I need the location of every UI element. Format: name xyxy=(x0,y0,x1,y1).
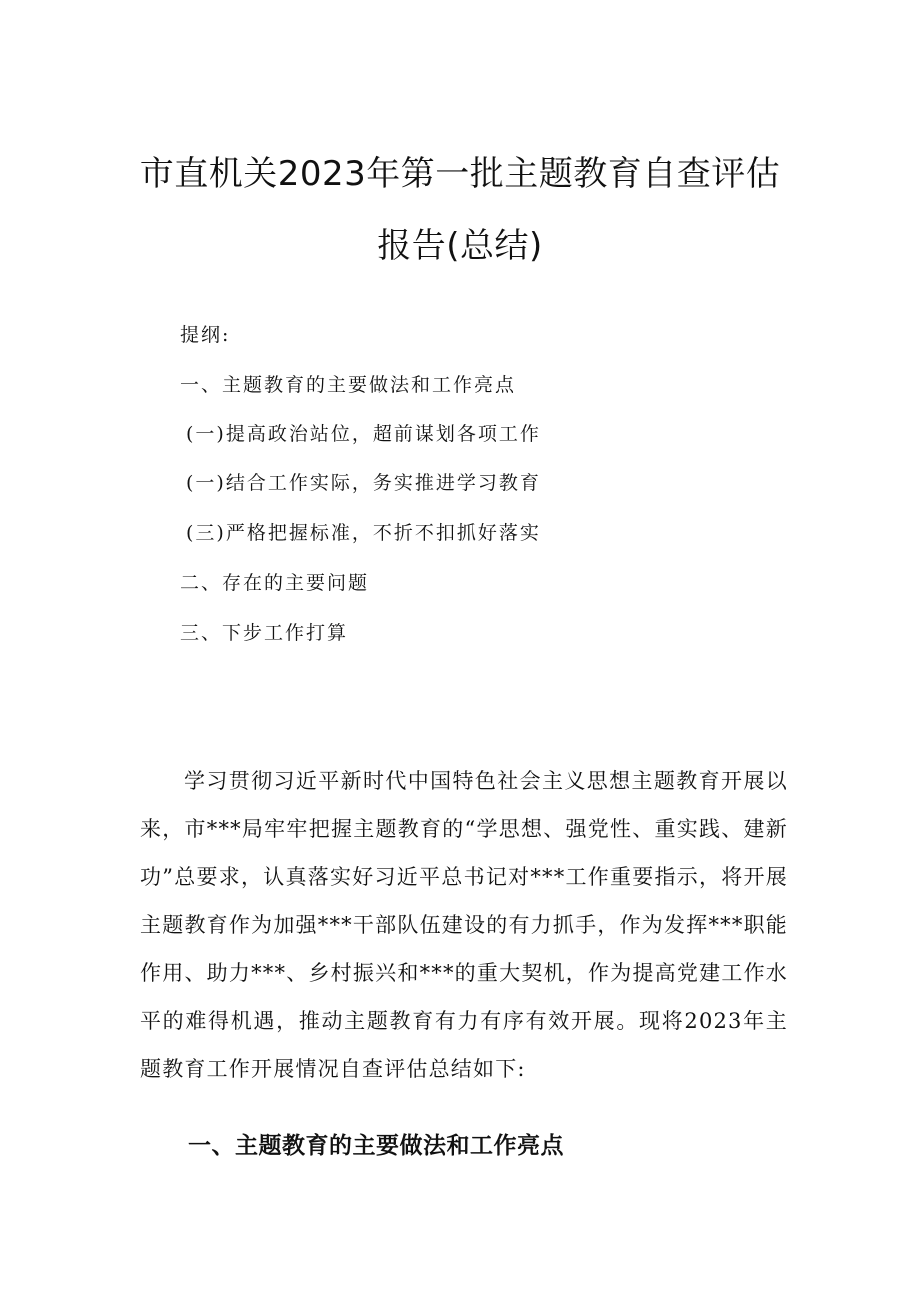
outline-item-1: 一、主题教育的主要做法和工作亮点 xyxy=(180,374,517,396)
outline-item-3: (一)结合工作实际，务实推进学习教育 xyxy=(186,472,541,494)
section-heading: 一、主题教育的主要做法和工作亮点 xyxy=(188,1133,564,1159)
outline-item-6: 三、下步工作打算 xyxy=(180,622,349,644)
outline-item-4: (三)严格把握标准，不折不扣抓好落实 xyxy=(186,522,541,544)
document-title-line-1: 市直机关2023年第一批主题教育自查评估 xyxy=(139,154,781,194)
body-paragraph: 学习贯彻习近平新时代中国特色社会主义思想主题教育开展以来，市***局牢牢把握主题教育的“学思想、强党性、重实践、建新功”总要求，认真落实好习近平总书记对***工作重要指示，将开展主题教育作为加强***干部队伍建设的有力抓手，作为发挥***职能作用、助力***、乡村振兴和***的重大契机，作为提高党建工作水平的难得机遇，推动主题教育有力有序有效开展。现将2023年主题教育工作开展情况自查评估总结如下: xyxy=(140,769,788,1081)
outline-item-2: (一)提高政治站位，超前谋划各项工作 xyxy=(186,423,541,445)
outline-label: 提纲: xyxy=(180,324,231,346)
document-title-line-2: 报告(总结) xyxy=(377,226,543,266)
outline-item-5: 二、存在的主要问题 xyxy=(180,572,370,594)
